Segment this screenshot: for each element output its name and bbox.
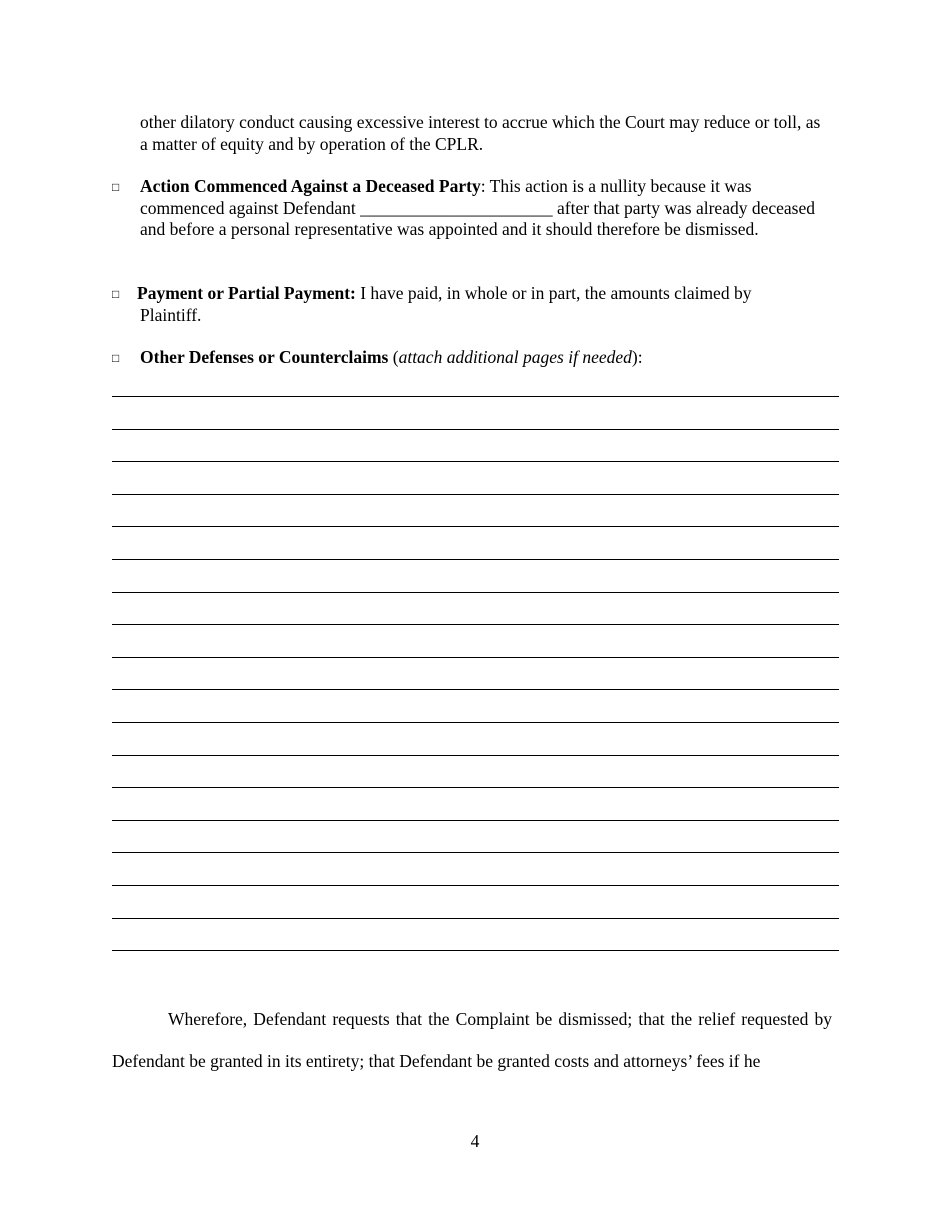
answer-line[interactable] xyxy=(112,592,839,593)
page-number: 4 xyxy=(470,1131,480,1151)
defense-item-text xyxy=(112,347,832,369)
answer-line[interactable] xyxy=(112,885,839,886)
defense-body-line1: I have paid, in whole or in part, the amounts claimed by xyxy=(355,283,752,303)
answer-line[interactable] xyxy=(112,918,839,919)
answer-line[interactable] xyxy=(112,396,839,397)
defense-body-part2: after that party was already deceased and before a personal representative was appointed and it should therefore be dismissed. xyxy=(140,197,815,239)
answer-line[interactable] xyxy=(112,950,839,951)
answer-line[interactable] xyxy=(112,461,839,462)
answer-line[interactable] xyxy=(112,722,839,723)
paren-open: ( xyxy=(388,347,399,367)
defense-title: Other Defenses or Counterclaims xyxy=(140,347,389,367)
answer-line[interactable] xyxy=(112,559,839,560)
defense-item-payment xyxy=(112,283,832,326)
answer-blank-lines xyxy=(112,396,839,983)
answer-line[interactable] xyxy=(112,429,839,430)
defense-title: Action Commenced Against a Deceased Party xyxy=(140,176,481,196)
continuation-paragraph: other dilatory conduct causing excessive interest to accrue which the Court may reduce or toll, as a matter of equity and by operation of the CPLR. xyxy=(140,112,821,154)
answer-line[interactable] xyxy=(112,526,839,527)
answer-line[interactable] xyxy=(112,852,839,853)
defense-body-part1: : This action is a nullity because it was commenced against Defendant xyxy=(140,176,752,218)
wherefore-text: Wherefore, Defendant requests that the Complaint be dismissed; that the relief requested by Defendant be granted in its entirety; that Defendant be granted costs and attorneys’ fees if he xyxy=(112,1009,832,1071)
defense-item-deceased-party xyxy=(112,176,832,241)
checkbox-icon[interactable]: □ xyxy=(112,287,120,301)
wherefore-paragraph xyxy=(112,998,832,1082)
answer-line[interactable] xyxy=(112,494,839,495)
answer-line[interactable] xyxy=(112,787,839,788)
defense-item-text xyxy=(112,176,832,241)
defense-body-line2: Plaintiff. xyxy=(140,304,202,325)
answer-line[interactable] xyxy=(112,624,839,625)
defense-title: Payment or Partial Payment: xyxy=(137,283,356,303)
paren-close: ): xyxy=(631,347,643,367)
checkbox-icon[interactable]: □ xyxy=(112,351,120,365)
answer-line[interactable] xyxy=(112,820,839,821)
defense-item-text xyxy=(112,283,832,326)
fill-in-blank-defendant-name[interactable]: ______________________ xyxy=(360,197,553,218)
defense-item-other xyxy=(112,347,832,369)
answer-line[interactable] xyxy=(112,657,839,658)
defense-instruction: attach additional pages if needed xyxy=(398,347,632,367)
answer-line[interactable] xyxy=(112,689,839,690)
answer-line[interactable] xyxy=(112,755,839,756)
checkbox-icon[interactable]: □ xyxy=(112,180,120,194)
